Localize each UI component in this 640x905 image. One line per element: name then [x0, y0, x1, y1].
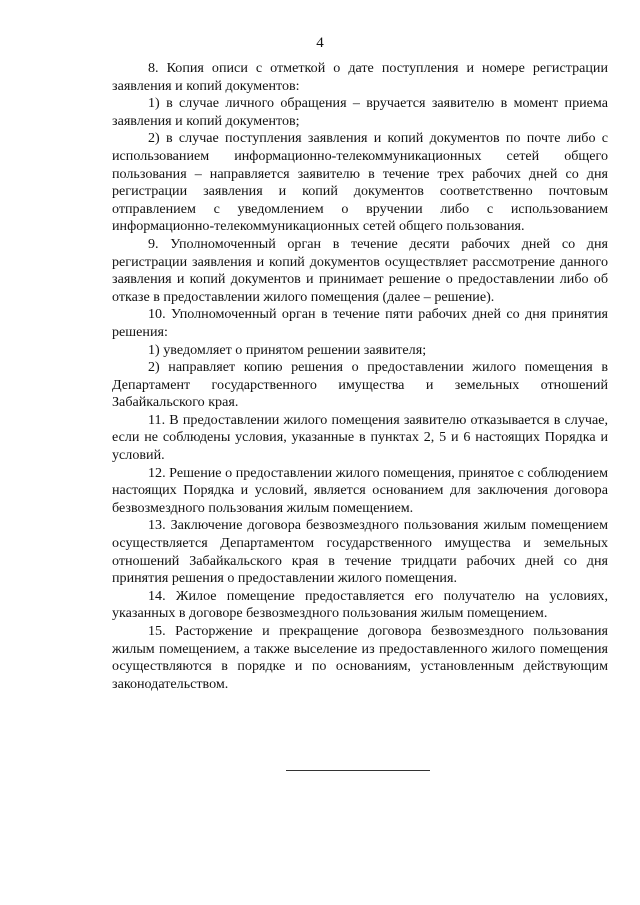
- paragraph-14: 14. Жилое помещение предоставляется его получателю на условиях, указанных в договоре безвозмездного пользования жилым помещением.: [112, 587, 608, 622]
- paragraph-8-item-2: 2) в случае поступления заявления и копий документов по почте либо с использованием информационно-телекоммуникационных сетей общего пользования – направляется заявителю в течение трех рабочих дней со дня регистрации заявления и копий документов соответственно почтовым отправлением с уведомлением о вручении либо с использованием информационно-телекоммуникационных сетей общего пользования.: [112, 130, 608, 235]
- paragraph-10-item-1: 1) уведомляет о принятом решении заявителя;: [148, 341, 427, 358]
- page-number: 4: [316, 35, 324, 51]
- paragraph-12: 12. Решение о предоставлении жилого помещения, принятое с соблюдением настоящих Порядка и условий, является основанием для заключения договора безвозмездного пользования жилым помещением.: [112, 464, 608, 516]
- paragraph-10-item-2: 2) направляет копию решения о предоставлении жилого помещения в Департамент государственного имущества и земельных отношений Забайкальского края.: [112, 359, 608, 411]
- document-body: [112, 60, 608, 693]
- paragraph-15: 15. Расторжение и прекращение договора безвозмездного пользования жилым помещением, а также выселение из предоставленного жилого помещения осуществляются в порядке и по основаниям, установленным действующим законодательством.: [112, 623, 608, 692]
- paragraph-11: 11. В предоставлении жилого помещения заявителю отказывается в случае, если не соблюдены условия, указанные в пунктах 2, 5 и 6 настоящих Порядка и условий.: [112, 411, 608, 464]
- paragraph-10: 10. Уполномоченный орган в течение пяти рабочих дней со дня принятия решения:: [112, 306, 608, 340]
- paragraph-13: 13. Заключение договора безвозмездного пользования жилым помещением осуществляется Департаментом государственного имущества и земельных отношений Забайкальского края в течение тридцати рабочих дней со дня принятия решения о предоставлении жилого помещения.: [112, 517, 608, 587]
- paragraph-9: 9. Уполномоченный орган в течение десяти рабочих дней со дня регистрации заявления и копий документов осуществляет рассмотрение данного заявления и копий документов и принимает решение о предоставлении либо об отказе в предоставлении жилого помещения (далее – решение).: [112, 235, 608, 305]
- paragraph-8: 8. Копия описи с отметкой о дате поступления и номере регистрации заявления и копий документов:: [112, 60, 608, 94]
- document-end-divider: [286, 770, 430, 771]
- paragraph-8-item-1: 1) в случае личного обращения – вручается заявителю в момент приема заявления и копий документов;: [112, 95, 608, 129]
